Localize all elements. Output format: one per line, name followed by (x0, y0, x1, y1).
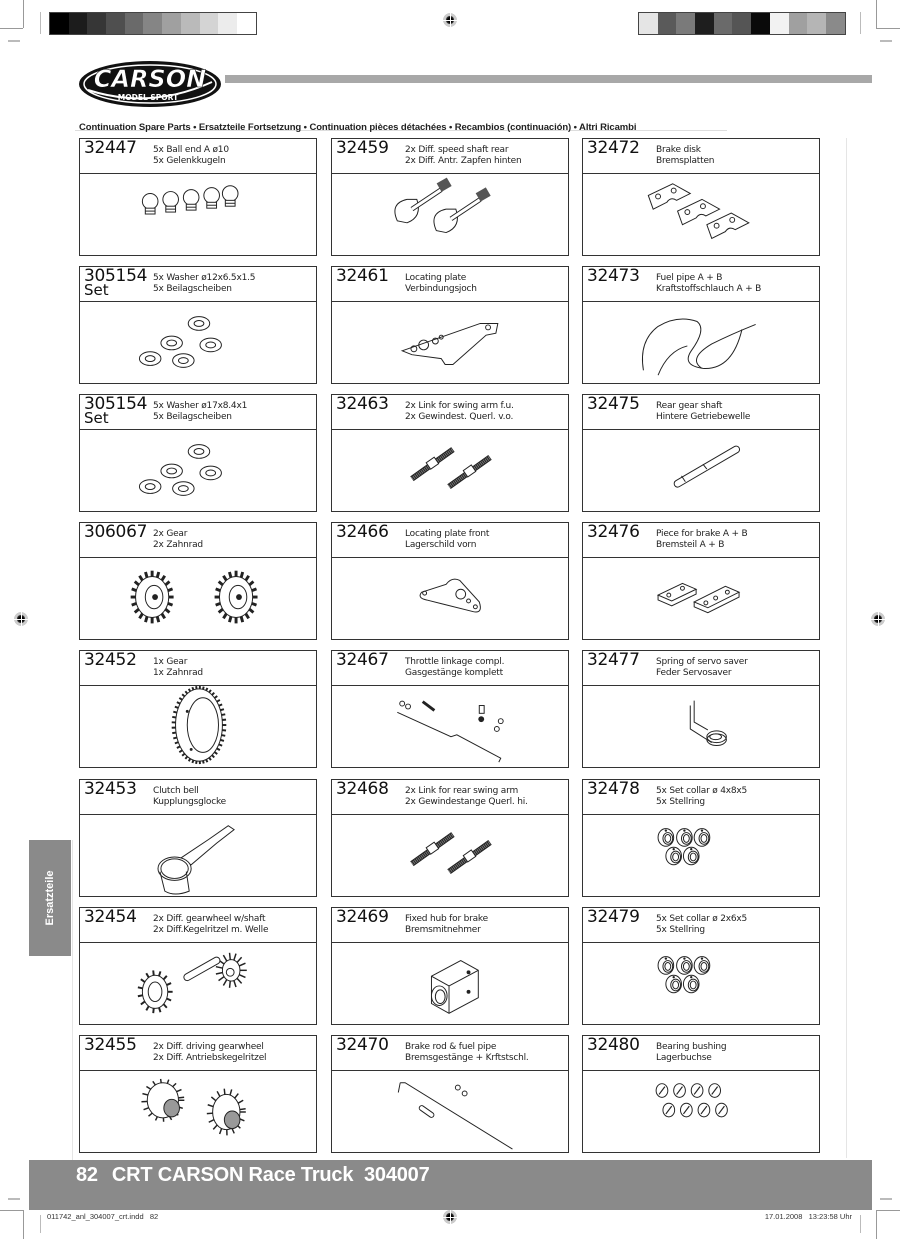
part-description-de: 2x Diff.Kegelritzel m. Welle (153, 925, 269, 935)
crop-mark (876, 1210, 877, 1239)
part-description-de: 2x Diff. Antriebskegelritzel (153, 1053, 267, 1063)
part-illustration (583, 558, 819, 639)
part-number: 32475 (587, 394, 640, 414)
part-card-header (583, 651, 819, 686)
part-description-en: 2x Link for rear swing arm (405, 786, 519, 796)
color-swatch (50, 13, 69, 34)
color-swatch (732, 13, 751, 34)
part-illustration (80, 430, 316, 511)
part-card-header (332, 523, 568, 558)
part-card (582, 779, 820, 897)
part-description-en: 1x Gear (153, 657, 188, 667)
part-description-de: 5x Stellring (656, 797, 705, 807)
part-number: 32477 (587, 650, 640, 670)
part-description-de: 5x Beilagscheiben (153, 412, 232, 422)
color-swatch (125, 13, 144, 34)
color-swatch (143, 13, 162, 34)
part-card-header (332, 267, 568, 302)
color-swatch (237, 13, 256, 34)
part-illustration (583, 943, 819, 1024)
color-calibration-bar-left (49, 12, 257, 35)
part-number: 306067 (84, 522, 148, 542)
part-card-header (80, 1036, 316, 1071)
part-illustration (332, 686, 568, 767)
part-card-header (583, 780, 819, 815)
side-tab-label: Ersatzteile (44, 870, 56, 926)
clutch-bell-icon (80, 815, 316, 896)
part-number: 32467 (336, 650, 389, 670)
part-illustration (583, 430, 819, 511)
part-number: 32455 (84, 1035, 137, 1055)
crop-mark (0, 1210, 23, 1211)
registration-mark-icon (443, 1210, 457, 1224)
part-number: 32466 (336, 522, 389, 542)
part-card-header (80, 395, 316, 430)
part-illustration (332, 943, 568, 1024)
margin-rule (72, 840, 73, 1160)
color-swatch (714, 13, 733, 34)
crop-mark (860, 12, 861, 34)
part-description-de: Hintere Getriebewelle (656, 412, 751, 422)
color-swatch (87, 13, 106, 34)
part-card (582, 907, 820, 1025)
ring-gear-icon (80, 686, 316, 767)
gear-shaft-icon (583, 430, 819, 511)
part-card (582, 650, 820, 768)
diff-shaft-icon (332, 174, 568, 255)
part-card (331, 522, 569, 640)
part-card (79, 779, 317, 897)
part-number: 32452 (84, 650, 137, 670)
part-description-en: Brake disk (656, 145, 701, 155)
part-card-header (583, 1036, 819, 1071)
crop-mark (0, 28, 23, 29)
part-description-en: Spring of servo saver (656, 657, 748, 667)
crop-mark (860, 1215, 861, 1233)
part-card (79, 138, 317, 256)
part-card-header (583, 908, 819, 943)
part-card (79, 907, 317, 1025)
color-swatch (69, 13, 88, 34)
part-illustration (583, 174, 819, 255)
color-swatch (770, 13, 789, 34)
part-card (331, 266, 569, 384)
part-number-suffix: Set (84, 281, 109, 299)
part-card (79, 266, 317, 384)
part-illustration (80, 174, 316, 255)
front-plate-icon (332, 558, 568, 639)
slug-filename: 011742_anl_304007_crt.indd 82 (47, 1212, 159, 1221)
part-description-en: Fixed hub for brake (405, 914, 488, 924)
part-card (331, 650, 569, 768)
part-illustration (80, 686, 316, 767)
part-description-en: Throttle linkage compl. (405, 657, 505, 667)
crop-mark (23, 1210, 24, 1239)
part-illustration (332, 430, 568, 511)
part-number: 32480 (587, 1035, 640, 1055)
crop-mark (23, 0, 24, 28)
color-swatch (751, 13, 770, 34)
slug-timestamp: 17.01.2008 13:23:58 Uhr (764, 1212, 852, 1221)
part-description-de: 2x Diff. Antr. Zapfen hinten (405, 156, 522, 166)
part-number: 32453 (84, 779, 137, 799)
part-number: 32472 (587, 138, 640, 158)
crop-mark (880, 1198, 892, 1200)
color-swatch (789, 13, 808, 34)
part-illustration (332, 174, 568, 255)
part-description-de: Bremsteil A + B (656, 540, 725, 550)
brake-disk-icon (583, 174, 819, 255)
part-illustration (80, 302, 316, 383)
part-number: 32463 (336, 394, 389, 414)
part-description-en: 5x Washer ø17x8.4x1 (153, 401, 248, 411)
part-card-header (80, 908, 316, 943)
part-card (331, 394, 569, 512)
registration-mark-icon (14, 612, 28, 626)
part-description-de: Lagerschild vorn (405, 540, 477, 550)
part-number: 32473 (587, 266, 640, 286)
spur-gear-icon (80, 558, 316, 639)
manual-title: CRT CARSON Race Truck 304007 (111, 1164, 430, 1186)
bevel-gear-icon (80, 943, 316, 1024)
part-card-header (332, 651, 568, 686)
part-card-header (332, 1036, 568, 1071)
washer-icon (80, 430, 316, 511)
part-number: 305154 (84, 266, 148, 286)
washer-icon (80, 302, 316, 383)
part-description-en: 2x Link for swing arm f.u. (405, 401, 514, 411)
crop-mark (876, 28, 900, 29)
part-number: 32470 (336, 1035, 389, 1055)
part-card (582, 394, 820, 512)
color-swatch (695, 13, 714, 34)
part-description-de: Feder Servosaver (656, 668, 732, 678)
crop-mark (8, 1198, 20, 1200)
part-description-en: 5x Set collar ø 4x8x5 (656, 786, 748, 796)
part-number: 32469 (336, 907, 389, 927)
part-card (582, 138, 820, 256)
part-description-en: 2x Diff. speed shaft rear (405, 145, 509, 155)
throttle-linkage-icon (332, 686, 568, 767)
part-card (582, 1035, 820, 1153)
carson-logo (78, 60, 223, 108)
brake-piece-icon (583, 558, 819, 639)
part-description-en: 5x Set collar ø 2x6x5 (656, 914, 748, 924)
part-card (79, 394, 317, 512)
color-swatch (826, 13, 845, 34)
page-number: 82 (76, 1164, 98, 1186)
part-illustration (80, 1071, 316, 1152)
part-description-en: 5x Washer ø12x6.5x1.5 (153, 273, 256, 283)
bushing-icon (583, 1071, 819, 1152)
color-swatch (106, 13, 125, 34)
part-description-de: Kraftstoffschlauch A + B (656, 284, 762, 294)
margin-rule (846, 138, 847, 1158)
color-swatch (218, 13, 237, 34)
locating-plate-icon (332, 302, 568, 383)
part-description-en: 2x Diff. gearwheel w/shaft (153, 914, 266, 924)
color-swatch (200, 13, 219, 34)
part-card (331, 907, 569, 1025)
fuel-pipe-icon (583, 302, 819, 383)
part-illustration (80, 815, 316, 896)
part-description-de: Gasgestänge komplett (405, 668, 503, 678)
spring-icon (583, 686, 819, 767)
brake-hub-icon (332, 943, 568, 1024)
header-bar (225, 75, 872, 83)
part-description-de: 1x Zahnrad (153, 668, 203, 678)
part-card (331, 138, 569, 256)
crop-mark (40, 1215, 41, 1233)
part-card (582, 266, 820, 384)
part-card-header (332, 139, 568, 174)
part-description-en: Piece for brake A + B (656, 529, 748, 539)
crop-mark (876, 0, 877, 28)
part-description-en: Locating plate front (405, 529, 490, 539)
part-card (331, 779, 569, 897)
section-subtitle: Continuation Spare Parts • Ersatzteile Fortsetzung • Continuation pièces détachées • Recambios (continuación) • Altri Ricambi (79, 122, 637, 133)
part-description-en: 5x Ball end A ø10 (153, 145, 229, 155)
part-number: 32478 (587, 779, 640, 799)
part-description-en: Clutch bell (153, 786, 199, 796)
registration-mark-icon (871, 612, 885, 626)
part-illustration (332, 558, 568, 639)
part-card-header (583, 139, 819, 174)
part-card-header (583, 523, 819, 558)
color-swatch (658, 13, 677, 34)
crop-mark (8, 40, 20, 42)
color-swatch (807, 13, 826, 34)
part-description-en: Locating plate (405, 273, 467, 283)
part-illustration (80, 558, 316, 639)
part-card-header (80, 139, 316, 174)
part-illustration (583, 686, 819, 767)
part-number: 32447 (84, 138, 137, 158)
brake-rod-icon (332, 1071, 568, 1152)
set-collar-icon (583, 943, 819, 1024)
part-card (331, 1035, 569, 1153)
part-card-header (583, 267, 819, 302)
crop-mark (40, 12, 41, 34)
logo-tagline: MODEL SPORT (117, 93, 179, 102)
part-illustration (583, 302, 819, 383)
part-card-header (80, 523, 316, 558)
link-rod-icon (332, 430, 568, 511)
part-description-de: Verbindungsjoch (405, 284, 477, 294)
part-description-en: 2x Gear (153, 529, 188, 539)
part-card-header (80, 780, 316, 815)
part-card-header (80, 651, 316, 686)
part-number: 32461 (336, 266, 389, 286)
crop-mark (876, 1210, 900, 1211)
part-illustration (80, 943, 316, 1024)
logo-wordmark: CARSON (93, 65, 207, 93)
part-number: 32459 (336, 138, 389, 158)
part-description-de: 2x Zahnrad (153, 540, 203, 550)
part-description-de: 5x Beilagscheiben (153, 284, 232, 294)
part-illustration (332, 1071, 568, 1152)
part-description-en: Fuel pipe A + B (656, 273, 723, 283)
part-card-header (583, 395, 819, 430)
part-description-de: 5x Gelenkkugeln (153, 156, 226, 166)
registration-mark-icon (443, 13, 457, 27)
part-description-de: 2x Gewindestange Querl. hi. (405, 797, 528, 807)
part-number: 32454 (84, 907, 137, 927)
part-card-header (332, 780, 568, 815)
ball-end-icon (80, 174, 316, 255)
footer-title (76, 1164, 430, 1187)
crop-mark (880, 40, 892, 42)
part-description-de: 2x Gewindest. Querl. v.o. (405, 412, 514, 422)
part-description-en: 2x Diff. driving gearwheel (153, 1042, 264, 1052)
part-number-suffix: Set (84, 409, 109, 427)
color-swatch (181, 13, 200, 34)
part-description-de: Lagerbuchse (656, 1053, 712, 1063)
part-card-header (332, 908, 568, 943)
part-description-de: Bremsgestänge + Krftstschl. (405, 1053, 529, 1063)
part-card (582, 522, 820, 640)
part-card (79, 522, 317, 640)
color-swatch (639, 13, 658, 34)
part-card-header (80, 267, 316, 302)
part-description-de: Kupplungsglocke (153, 797, 226, 807)
side-tab (29, 840, 71, 956)
part-card-header (332, 395, 568, 430)
part-number: 32468 (336, 779, 389, 799)
part-description-de: Bremsplatten (656, 156, 715, 166)
driving-gear-icon (80, 1071, 316, 1152)
part-description-en: Brake rod & fuel pipe (405, 1042, 497, 1052)
part-illustration (332, 815, 568, 896)
part-description-en: Bearing bushing (656, 1042, 727, 1052)
part-illustration (332, 302, 568, 383)
part-description-de: 5x Stellring (656, 925, 705, 935)
part-card (79, 1035, 317, 1153)
color-swatch (162, 13, 181, 34)
set-collar-icon (583, 815, 819, 896)
part-description-de: Bremsmitnehmer (405, 925, 481, 935)
part-illustration (583, 1071, 819, 1152)
part-number: 32476 (587, 522, 640, 542)
part-number: 32479 (587, 907, 640, 927)
color-calibration-bar-right (638, 12, 846, 35)
part-number: 305154 (84, 394, 148, 414)
color-swatch (676, 13, 695, 34)
part-card (79, 650, 317, 768)
link-rod-icon (332, 815, 568, 896)
part-illustration (583, 815, 819, 896)
part-description-en: Rear gear shaft (656, 401, 723, 411)
